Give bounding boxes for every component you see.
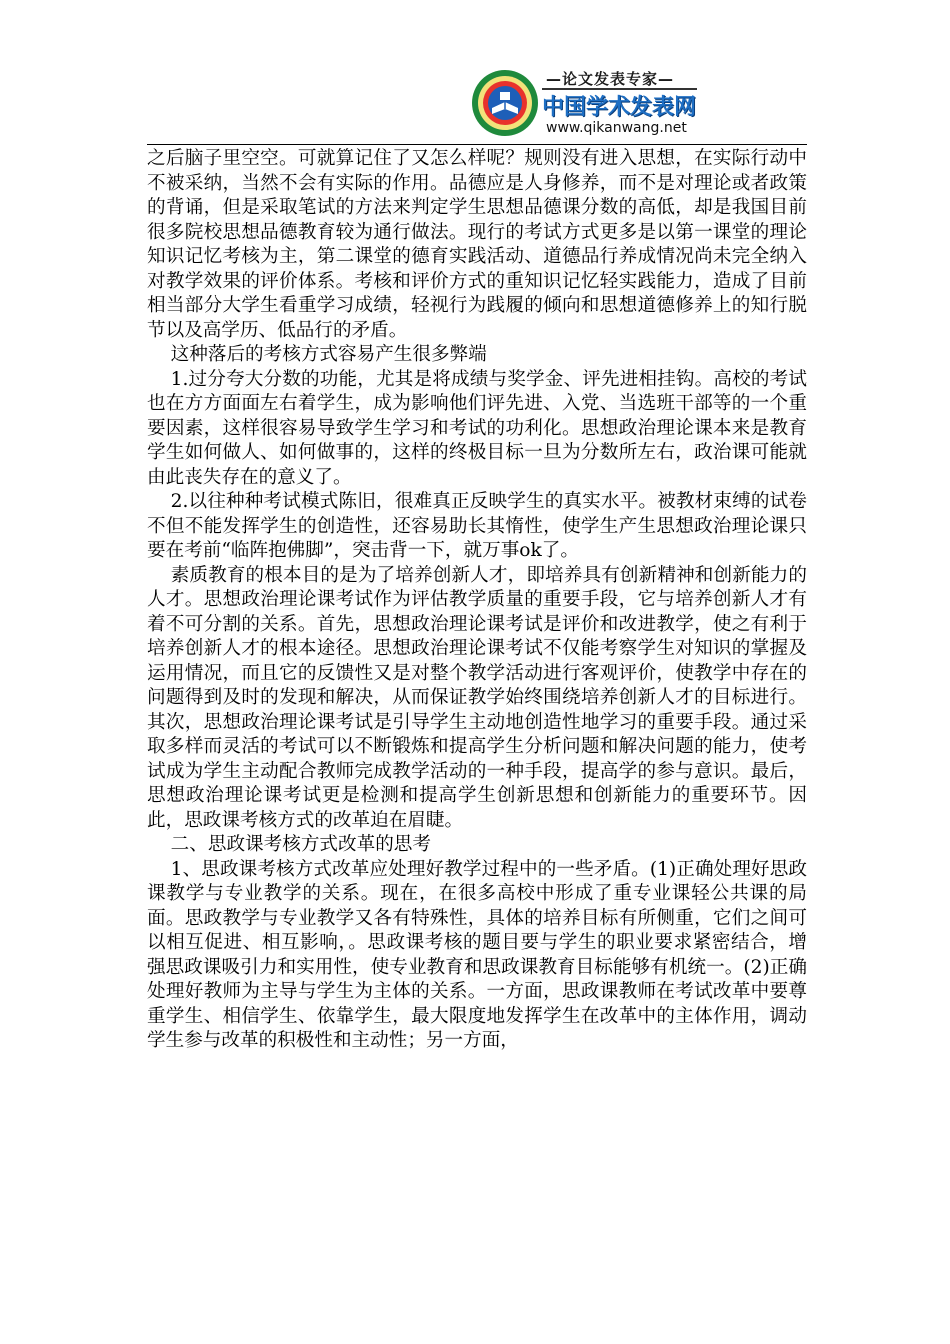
- paragraph-continued: 之后脑子里空空。可就算记住了又怎么样呢？规则没有进入思想，在实际行动中不被采纳，当然不会有实际的作用。品德应是人身修养，而不是对理论或者政策的背诵，但是采取笔试的方法来判定学生思想品德课分数的高低，却是我国目前很多院校思想品德教育较为通行做法。现行的考试方式更多是以第一课堂的理论知识记忆考核为主，第二课堂的德育实践活动、道德品行养成情况尚未完全纳入对教学效果的评价体系。考核和评价方式的重知识记忆轻实践能力，造成了目前相当部分大学生看重学习成绩，轻视行为践履的倾向和思想道德修养上的知行脱节以及高学历、低品行的矛盾。: [147, 148, 807, 341]
- paragraph-reform-1: 1、思政课考核方式改革应处理好教学过程中的一些矛盾。(1)正确处理好思政课教学与专业教学的关系。现在，在很多高校中形成了重专业课轻公共课的局面。思政教学与专业教学又各有特殊性，具体的培养目标有所侧重，它们之间可以相互促进、相互影响，。思政课考核的题目要与学生的职业要求紧密结合，增强思政课吸引力和实用性，使专业教育和思政课教育目标能够有机统一。(2)正确处理好教师为主导与学生为主体的关系。一方面，思政课教师在考试改革中要尊重学生、相信学生、依靠学生，最大限度地发挥学生在改革中的主体作用，调动学生参与改革的积极性和主动性；另一方面，: [147, 858, 807, 1051]
- document-body: [147, 147, 807, 1054]
- site-brand-name: 中国学术发表网: [542, 95, 697, 120]
- section-heading-2: 二、思政课考核方式改革的思考: [170, 834, 431, 855]
- site-slogan: —论文发表专家—: [546, 70, 675, 88]
- site-url: www.qikanwang.net: [546, 120, 687, 136]
- paragraph-point-1: 1.过分夸大分数的功能，尤其是将成绩与奖学金、评先进相挂钩。高校的考试也在方方面面左右着学生，成为影响他们评先进、入党、当选班干部等的一个重要因素，这样很容易导致学生学习和考试的功利化。思想政治理论课本来是教育学生如何做人、如何做事的，这样的终极目标一旦为分数所左右，政治课可能就由此丧失存在的意义了。: [147, 368, 807, 488]
- site-header: [470, 66, 698, 144]
- paragraph-quality-education: 素质教育的根本目的是为了培养创新人才，即培养具有创新精神和创新能力的人才。思想政治理论课考试作为评估教学质量的重要手段，它与培养创新人才有着不可分割的关系。首先，思想政治理论课考试是评价和改进教学，使之有利于培养创新人才的根本途径。思想政治理论课考试不仅能考察学生对知识的掌握及运用情况，而且它的反馈性又是对整个教学活动进行客观评价，使教学中存在的问题得到及时的发现和解决，从而保证教学始终围绕培养创新人才的目标进行。其次，思想政治理论课考试是引导学生主动地创造性地学习的重要手段。通过采取多样而灵活的考试可以不断锻炼和提高学生分析问题和解决问题的能力，使考试成为学生主动配合教师完成教学活动的一种手段，提高学的参与意识。最后，思想政治理论课考试更是检测和提高学生创新思想和创新能力的重要环节。因此，思政课考核方式的改革迫在眉睫。: [147, 564, 807, 831]
- header-divider: [147, 144, 807, 145]
- paragraph-drawbacks-intro: 这种落后的考核方式容易产生很多弊端: [170, 344, 487, 365]
- globe-book-emblem-icon: [470, 68, 540, 138]
- paragraph-point-2: 2.以往种种考试模式陈旧，很难真正反映学生的真实水平。被教材束缚的试卷不但不能发挥学生的创造性，还容易助长其惰性，使学生产生思想政治理论课只要在考前“临阵抱佛脚”，突击背一下，就万事ok了。: [147, 491, 807, 561]
